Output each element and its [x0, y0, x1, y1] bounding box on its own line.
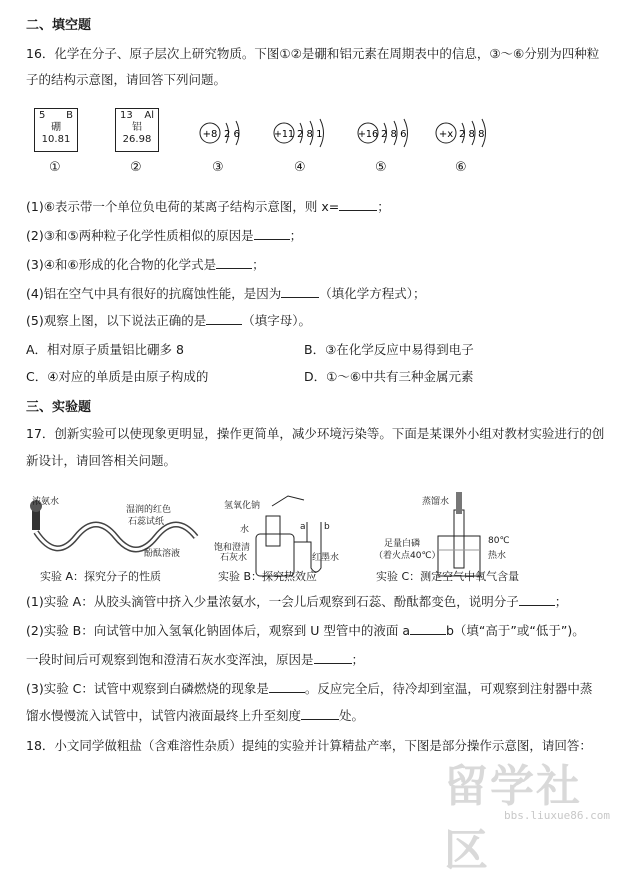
q16-sub4: (4)铝在空气中具有很好的抗腐蚀性能，是因为 （填化学方程式）；	[26, 286, 426, 301]
atom-diagram-5	[354, 115, 428, 151]
q16-sub2: (2)③和⑤两种粒子化学性质相似的原因是 ；	[26, 228, 303, 243]
figB-label-red-ink: 红墨水	[312, 553, 340, 563]
figA-label-ammonia: 浓氨水	[32, 497, 60, 507]
q17-sub1: (1)实验 A：从胶头滴管中挤入少量浓氨水，一会儿后观察到石蕊、酚酞都变色，说明分子 ；	[26, 594, 568, 609]
figB-label-a: a	[300, 522, 306, 532]
figB-label-b: b	[324, 522, 330, 532]
figB-label-limewater1: 饱和澄清	[214, 543, 251, 553]
atom5-shells: 2 8 6	[381, 129, 407, 140]
atom5-nucleus: +16	[357, 129, 379, 140]
atom-diagram-4	[270, 115, 344, 151]
figC-caption: 实验 C：测定空气中氧气含量	[376, 570, 520, 583]
q16-sub1: (1)⑥表示带一个单位负电荷的某离子结构示意图，则 x= ；	[26, 199, 390, 214]
figC-label-phosphorus: 足量白磷	[384, 539, 421, 549]
figB-label-limewater2: 石灰水	[220, 553, 248, 563]
option-d: D．①～⑥中共有三种金属元素	[304, 369, 474, 384]
experiment-figures	[26, 492, 616, 594]
label-5: ⑤	[375, 160, 387, 175]
label-4: ④	[294, 160, 306, 175]
aluminum-mass: 26.98	[122, 134, 152, 145]
atom-diagram-6	[432, 115, 506, 151]
section-title-fill-blank: 二、填空题	[26, 18, 92, 33]
label-6: ⑥	[455, 160, 467, 175]
section-title-experiment: 三、实验题	[26, 400, 92, 415]
watermark-url: bbs.liuxue86.com	[504, 809, 610, 822]
label-1: ①	[49, 160, 61, 175]
label-3: ③	[212, 160, 224, 175]
q16-intro-line1: 16．化学在分子、原子层次上研究物质。下图①②是硼和铝元素在周期表中的信息，③～⑥分别为四种粒	[26, 46, 600, 61]
boron-name: 硼	[51, 122, 61, 133]
figA-caption: 实验 A：探究分子的性质	[40, 570, 162, 583]
q17-sub3a: (3)实验 C：试管中观察到白磷燃烧的现象是 。反应完全后，待冷却到室温，可观察到注射器中蒸	[26, 681, 593, 696]
boron-number: 5	[39, 110, 46, 121]
aluminum-symbol: Al	[144, 110, 154, 121]
q17-intro-line2: 新设计，请回答相关问题。	[26, 453, 177, 468]
figB-label-water: 水	[240, 525, 250, 535]
aluminum-name: 铝	[132, 122, 142, 133]
figC-label-hot-water: 热水	[488, 551, 507, 561]
figB-caption: 实验 B：探究热效应	[218, 570, 318, 583]
figC-label-ignition: （着火点40℃）	[374, 551, 441, 561]
q18-intro: 18．小文同学做粗盐（含难溶性杂质）提纯的实验并计算精盐产率，下图是部分操作示意图，请回答：	[26, 738, 592, 753]
q17-intro-line1: 17．创新实验可以使现象更明显，操作更简单，减少环境污染等。下面是某课外小组对教材实验进行的创	[26, 426, 605, 441]
atom6-nucleus: +x	[438, 129, 454, 140]
q17-sub2c: 一段时间后可观察到饱和澄清石灰水变浑浊，原因是 ；	[26, 652, 365, 667]
q16-sub3: (3)④和⑥形成的化合物的化学式是 ；	[26, 257, 265, 272]
atom3-nucleus: +8	[202, 129, 218, 140]
atom4-shells: 2 8 1	[297, 129, 323, 140]
option-b: B．③在化学反应中易得到电子	[304, 342, 474, 357]
option-c: C．④对应的单质是由原子构成的	[26, 369, 209, 384]
figA-label-phenolphthalein: 酚酞溶液	[144, 549, 181, 559]
atom-diagram-3	[196, 115, 260, 151]
label-2: ②	[130, 160, 142, 175]
watermark-logo: 留学社区	[444, 761, 582, 876]
figA-label-litmus1: 湿润的红色	[126, 505, 172, 515]
q16-sub5: (5)观察上图，以下说法正确的是 （填字母）。	[26, 313, 311, 328]
aluminum-element-card	[115, 108, 159, 152]
boron-mass: 10.81	[41, 134, 71, 145]
q17-sub2a: (2)实验 B：向试管中加入氢氧化钠固体后，观察到 U 型管中的液面 a b（填“高于”或“低于”)。	[26, 623, 585, 638]
boron-symbol: B	[66, 110, 73, 121]
boron-element-card	[34, 108, 78, 152]
q16-intro-line2: 子的结构示意图，请回答下列问题。	[26, 72, 227, 87]
atom6-shells: 2 8 8	[459, 129, 485, 140]
q17-sub3c: 馏水慢慢流入试管中，试管内液面最终上升至刻度 处。	[26, 708, 365, 723]
aluminum-number: 13	[120, 110, 133, 121]
figA-label-litmus2: 石蕊试纸	[128, 517, 165, 527]
figC-label-distilled-water: 蒸馏水	[422, 497, 450, 507]
figC-label-80c: 80℃	[488, 536, 510, 546]
option-a: A．相对原子质量铝比硼多 8	[26, 342, 184, 357]
atom4-nucleus: +11	[273, 129, 295, 140]
figB-label-naoh: 氢氧化钠	[224, 501, 261, 511]
atom3-shells: 2 6	[224, 129, 240, 140]
site-watermark	[444, 750, 614, 876]
